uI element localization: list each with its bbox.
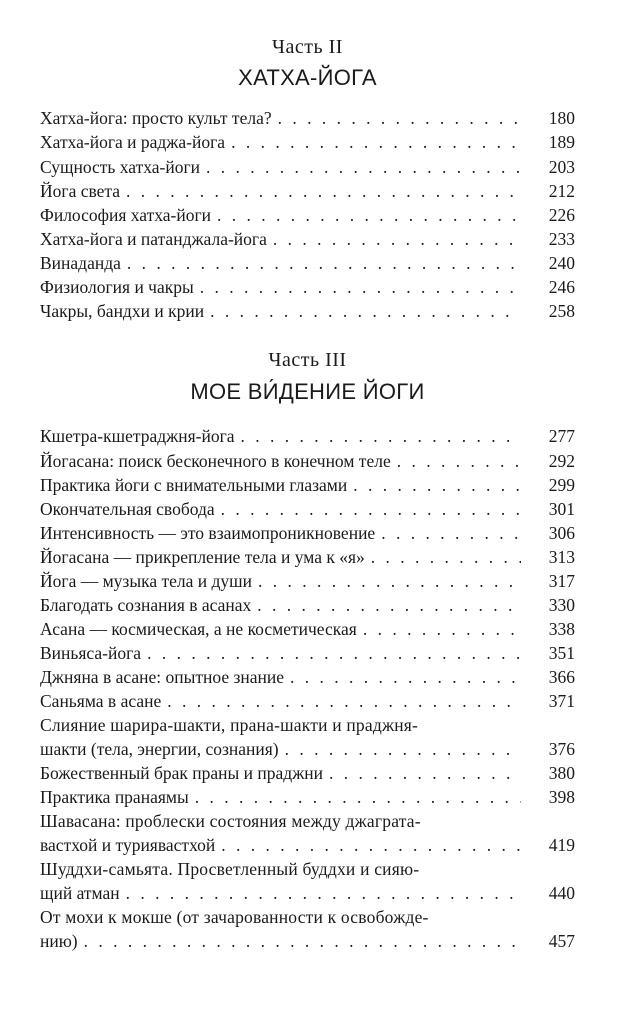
- toc-entry[interactable]: [40, 130, 575, 154]
- toc-entry[interactable]: [40, 497, 575, 521]
- toc-entry-page: 240: [548, 253, 575, 273]
- toc-entry[interactable]: [40, 203, 575, 227]
- toc-entry[interactable]: [40, 251, 575, 275]
- toc-entry-title: Йога — музыка тела и души: [40, 571, 252, 591]
- toc-entry[interactable]: [40, 689, 575, 713]
- toc-entry-page: 277: [548, 426, 575, 446]
- toc-entry-page: 398: [548, 787, 575, 807]
- toc-entry-page: 380: [548, 763, 575, 783]
- toc-entry[interactable]: [40, 809, 575, 857]
- toc-entry[interactable]: [40, 473, 575, 497]
- leader-dots: [273, 227, 521, 251]
- toc-entry-page: 457: [548, 931, 575, 951]
- part-3-label: Часть III: [268, 349, 347, 371]
- toc-entry-page: 180: [548, 108, 575, 128]
- toc-entry-title: Окончательная свобода: [40, 499, 215, 519]
- toc-entry[interactable]: [40, 593, 575, 617]
- leader-dots: [290, 665, 521, 689]
- toc-entry[interactable]: [40, 227, 575, 251]
- toc-entry-title: Йога света: [40, 181, 121, 201]
- toc-entry-page: 371: [548, 691, 575, 711]
- toc-entry-page: 330: [548, 595, 575, 615]
- toc-entry-page: 376: [548, 739, 575, 759]
- toc-entry[interactable]: [40, 521, 575, 545]
- toc-entry-title: Винаданда: [40, 253, 121, 273]
- leader-dots: [381, 521, 521, 545]
- part-3-title: МОЕ ВИ́ДЕНИЕ ЙОГИ: [190, 379, 425, 404]
- toc-entry-page: 233: [548, 229, 575, 249]
- leader-dots: [210, 299, 521, 323]
- toc-entry-title: Хатха-йога и раджа-йога: [40, 132, 226, 152]
- leader-dots: [231, 130, 521, 154]
- toc-entry[interactable]: [40, 155, 575, 179]
- leader-dots: [353, 473, 521, 497]
- leader-dots: [84, 929, 521, 953]
- toc-entry-title: Божественный брак праны и праджни: [40, 763, 324, 783]
- toc-entry-page: 313: [548, 547, 575, 567]
- leader-dots: [258, 569, 521, 593]
- toc-entry-title: Практика пранаямы: [40, 787, 189, 807]
- leader-dots: [329, 761, 521, 785]
- leader-dots: [217, 203, 521, 227]
- toc-page: [40, 0, 575, 1016]
- toc-entry[interactable]: [40, 106, 575, 130]
- leader-dots: [285, 737, 521, 761]
- toc-entry-title: Интенсивность — это взаимопроникновение: [40, 523, 376, 543]
- toc-entry-title: нию): [40, 931, 78, 951]
- part-2-title: ХАТХА-ЙОГА: [238, 65, 377, 90]
- toc-entry-page: 189: [548, 132, 575, 152]
- toc-entry[interactable]: [40, 545, 575, 569]
- toc-entry-title: Виньяса-йога: [40, 643, 142, 663]
- toc-entry-title: Физиология и чакры: [40, 277, 194, 297]
- toc-entry-page: 203: [548, 157, 575, 177]
- leader-dots: [127, 251, 521, 275]
- leader-dots: [397, 449, 521, 473]
- toc-entry-page: 226: [548, 205, 575, 225]
- toc-entry[interactable]: [40, 569, 575, 593]
- toc-entry-page: 212: [548, 181, 575, 201]
- toc-entry-title: Благодать сознания в асанах: [40, 595, 252, 615]
- toc-entry-title: Джняна в асане: опытное знание: [40, 667, 285, 687]
- leader-dots: [147, 641, 521, 665]
- toc-entry-title: Асана — космическая, а не косметическая: [40, 619, 357, 639]
- toc-entry-title: Сущность хатха-йоги: [40, 157, 201, 177]
- toc-entry[interactable]: [40, 275, 575, 299]
- toc-entry[interactable]: [40, 179, 575, 203]
- toc-entry-page: 338: [548, 619, 575, 639]
- toc-entry[interactable]: [40, 761, 575, 785]
- toc-entry-title: щий атман: [40, 883, 120, 903]
- toc-entry[interactable]: [40, 299, 575, 323]
- toc-entry-title: Саньяма в асане: [40, 691, 162, 711]
- toc-entry-title: Йогасана — прикрепление тела и ума к «я»: [40, 547, 365, 567]
- toc-entry[interactable]: [40, 424, 575, 448]
- toc-entry-page: 419: [548, 835, 575, 855]
- toc-entry-title: Практика йоги с внимательными глазами: [40, 475, 348, 495]
- leader-dots: [206, 155, 521, 179]
- toc-entry[interactable]: [40, 905, 575, 953]
- leader-dots: [195, 785, 521, 809]
- toc-entry-page: 351: [548, 643, 575, 663]
- part-2-label: Часть II: [272, 36, 343, 58]
- toc-entry-title: шакти (тела, энергии, сознания): [40, 739, 279, 759]
- toc-entry-page: 246: [548, 277, 575, 297]
- toc-entry-title-line1: От мохи к мокше (от зачарованности к освобожде-: [40, 907, 429, 927]
- leader-dots: [257, 593, 521, 617]
- toc-entry-title: Философия хатха-йоги: [40, 205, 212, 225]
- toc-entry[interactable]: [40, 785, 575, 809]
- toc-entry-page: 258: [548, 301, 575, 321]
- leader-dots: [167, 689, 521, 713]
- toc-entry[interactable]: [40, 665, 575, 689]
- toc-entry-title: Йогасана: поиск бесконечного в конечном теле: [40, 451, 391, 471]
- leader-dots: [200, 275, 521, 299]
- leader-dots: [126, 179, 521, 203]
- toc-entry-title-line1: Шавасана: проблески состояния между джаграта-: [40, 811, 421, 831]
- toc-entry-page: 440: [548, 883, 575, 903]
- toc-entry[interactable]: [40, 857, 575, 905]
- toc-entry-page: 306: [548, 523, 575, 543]
- leader-dots: [241, 424, 521, 448]
- toc-entry-page: 292: [548, 451, 575, 471]
- toc-entry-page: 299: [548, 475, 575, 495]
- toc-entry-page: 366: [548, 667, 575, 687]
- leader-dots: [221, 833, 521, 857]
- leader-dots: [278, 106, 521, 130]
- toc-entry-title: Хатха-йога: просто культ тела?: [40, 108, 272, 128]
- leader-dots: [371, 545, 521, 569]
- toc-entry-title-line1: Шуддхи-самьята. Просветленный буддхи и сияю-: [40, 859, 420, 879]
- toc-entry-page: 317: [548, 571, 575, 591]
- leader-dots: [363, 617, 521, 641]
- toc-entry-title: Чакры, бандхи и крии: [40, 301, 205, 321]
- toc-entry[interactable]: [40, 617, 575, 641]
- leader-dots: [221, 497, 521, 521]
- toc-entry-title: Хатха-йога и патанджала-йога: [40, 229, 267, 249]
- toc-entry[interactable]: [40, 449, 575, 473]
- toc-entry-title-line1: Слияние шарира-шакти, прана-шакти и праджня-: [40, 715, 419, 735]
- toc-entry-title: Кшетра-кшетраджня-йога: [40, 426, 235, 446]
- toc-entry[interactable]: [40, 641, 575, 665]
- toc-entry-page: 301: [548, 499, 575, 519]
- toc-entry[interactable]: [40, 713, 575, 761]
- toc-entry-title: вастхой и турияваcтхой: [40, 835, 216, 855]
- leader-dots: [126, 881, 521, 905]
